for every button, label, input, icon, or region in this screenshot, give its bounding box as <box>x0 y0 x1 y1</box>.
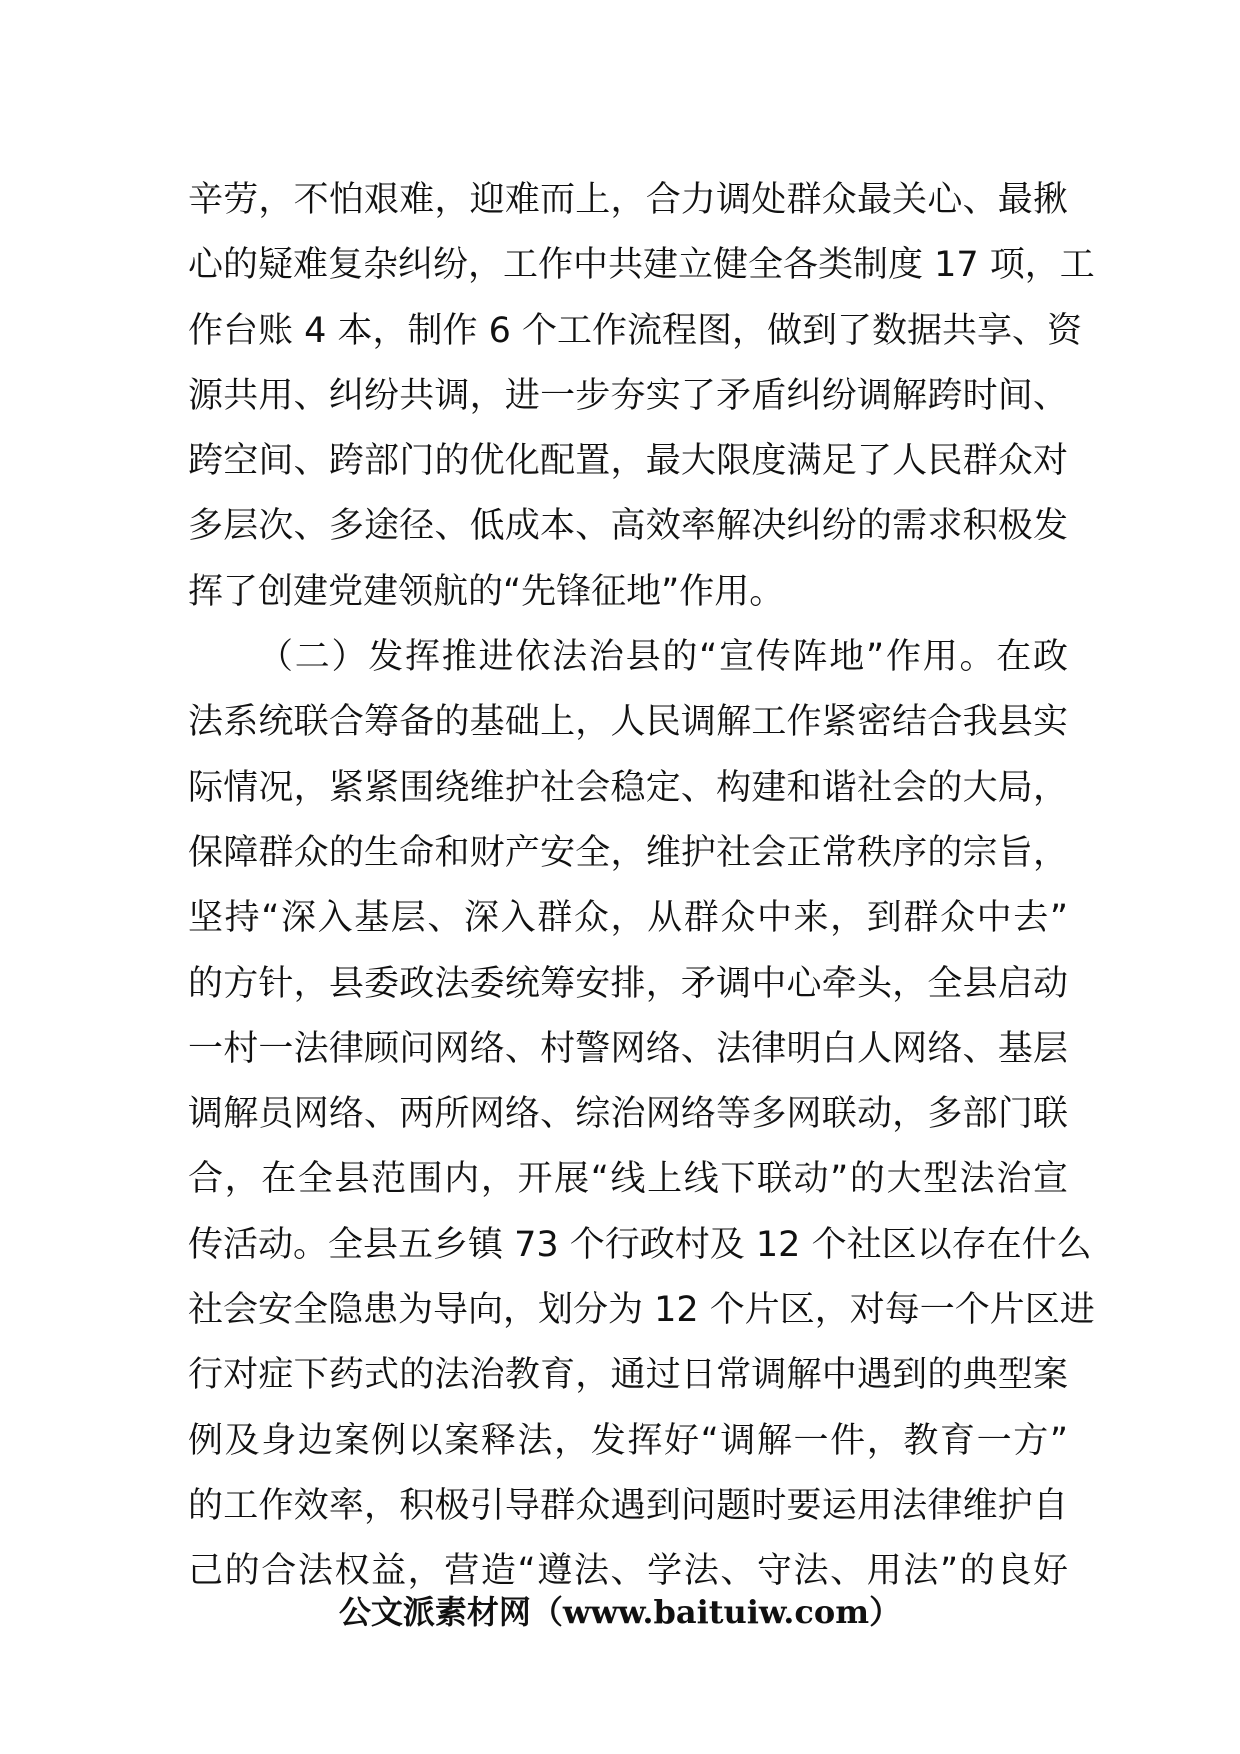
section-heading-line: （二）发挥推进依法治县的“宣传阵地”作用。在政 <box>258 637 1068 678</box>
text-line: 多层次、多途径、低成本、高效率解决纠纷的需求积极发 <box>188 506 1068 547</box>
text-line: 的方针，县委政法委统筹安排，矛调中心牵头，全县启动 <box>188 963 1068 1004</box>
text-line: 法系统联合筹备的基础上，人民调解工作紧密结合我县实 <box>188 702 1068 743</box>
text-line: 心的疑难复杂纠纷，工作中共建立健全各类制度 17 项，工 <box>188 245 1095 286</box>
text-line: 际情况，紧紧围绕维护社会稳定、构建和谐社会的大局， <box>188 767 1068 808</box>
text-line: 合，在全县范围内，开展“线上线下联动”的大型法治宣 <box>188 1159 1068 1200</box>
body-text <box>188 168 1095 1605</box>
text-line: 调解员网络、两所网络、综治网络等多网联动，多部门联 <box>188 1094 1068 1135</box>
text-line: 坚持“深入基层、深入群众，从群众中来，到群众中去” <box>188 898 1068 939</box>
text-line: 辛劳，不怕艰难，迎难而上，合力调处群众最关心、最揪 <box>188 180 1068 220</box>
text-line: 一村一法律顾问网络、村警网络、法律明白人网络、基层 <box>188 1028 1068 1069</box>
text-line: 传活动。全县五乡镇 73 个行政村及 12 个社区以存在什么 <box>188 1224 1092 1265</box>
text-line: 的工作效率，积极引导群众遇到问题时要运用法律维护自 <box>188 1485 1068 1526</box>
text-line: 社会安全隐患为导向，划分为 12 个片区，对每一个片区进 <box>188 1290 1095 1331</box>
footer-watermark: 公文派素材网（www.baituiw.com） <box>338 1593 902 1631</box>
text-line: 己的合法权益，营造“遵法、学法、守法、用法”的良好 <box>188 1551 1068 1592</box>
text-line-paragraph-end: 挥了创建党建领航的“先锋征地”作用。 <box>188 571 785 612</box>
text-line: 行对症下药式的法治教育，通过日常调解中遇到的典型案 <box>188 1355 1068 1396</box>
text-line: 跨空间、跨部门的优化配置，最大限度满足了人民群众对 <box>188 441 1068 482</box>
text-line: 源共用、纠纷共调，进一步夯实了矛盾纠纷调解跨时间、 <box>188 375 1068 416</box>
text-line: 例及身边案例以案释法，发挥好“调解一件，教育一方” <box>188 1420 1068 1461</box>
text-line: 保障群众的生命和财产安全，维护社会正常秩序的宗旨， <box>188 832 1068 873</box>
text-line: 作台账 4 本，制作 6 个工作流程图，做到了数据共享、资 <box>188 310 1083 351</box>
